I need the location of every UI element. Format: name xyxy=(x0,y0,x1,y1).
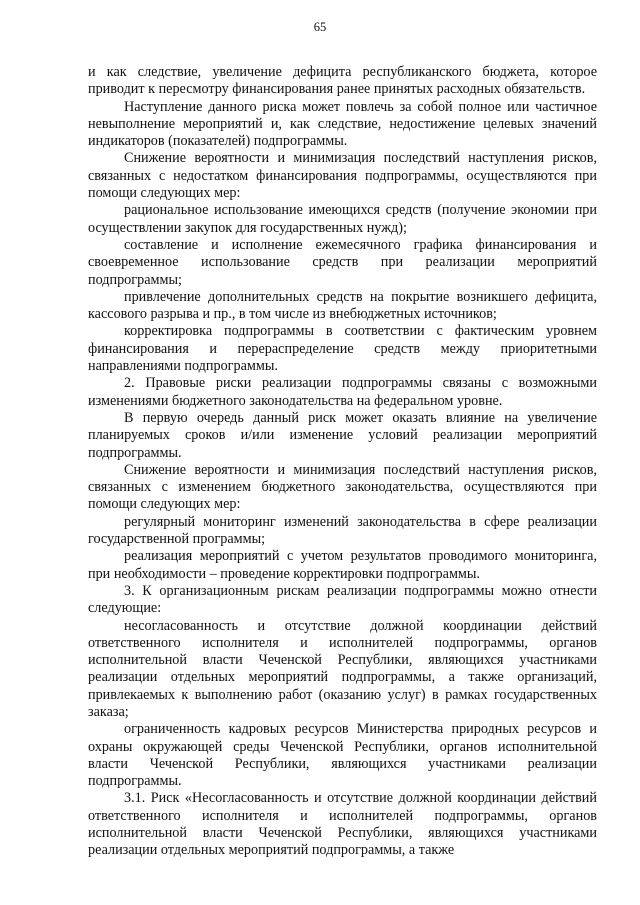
list-item: привлечение дополнительных средств на покрытие возникшего дефицита, кассового разрыва и пр., в том числе из внебюджетных источников; xyxy=(88,288,597,323)
list-item: реализация мероприятий с учетом результатов проводимого мониторинга, при необходимости – проведение корректировки подпрограммы. xyxy=(88,548,597,582)
list-item: несогласованность и отсутствие должной координации действий ответственного исполнителя и исполнителей подпрограммы, органов исполнительной власти Чеченской Республики, являющихся участниками реализации отдельных мероприятий подпрограммы, а также организаций, привлекаемых к выполнению работ (оказанию услуг) в рамках государственных заказа; xyxy=(88,617,597,720)
paragraph: 3. К организационным рискам реализации подпрограммы можно отнести следующие: xyxy=(88,582,597,617)
page-number: 65 xyxy=(313,20,327,34)
paragraph: Снижение вероятности и минимизация последствий наступления рисков, связанных с недостатком финансирования подпрограммы, осуществляются при помощи следующих мер: xyxy=(88,150,597,202)
paragraph: и как следствие, увеличение дефицита республиканского бюджета, которое приводит к пересмотру финансирования ранее принятых расходных обязательств. xyxy=(88,64,597,98)
list-item: корректировка подпрограммы в соответствии с фактическим уровнем финансирования и перераспределение средств между приоритетными направлениями подпрограммы. xyxy=(88,323,597,375)
paragraph: 2. Правовые риски реализации подпрограммы связаны с возможными изменениями бюджетного законодательства на федеральном уровне. xyxy=(88,375,597,409)
paragraph: Наступление данного риска может повлечь за собой полное или частичное невыполнение мероприятий и, как следствие, недостижение целевых значений индикаторов (показателей) подпрограммы. xyxy=(88,98,597,150)
list-item: составление и исполнение ежемесячного графика финансирования и своевременное использование средств при реализации мероприятий подпрограммы; xyxy=(88,236,597,288)
list-item: рациональное использование имеющихся средств (получение экономии при осуществлении закупок для государственных нужд); xyxy=(88,202,597,236)
document-body xyxy=(88,64,597,860)
paragraph: В первую очередь данный риск может оказать влияние на увеличение планируемых сроков и/или изменение условий реализации мероприятий подпрограммы. xyxy=(88,409,597,461)
paragraph: 3.1. Риск «Несогласованность и отсутствие должной координации действий ответственного исполнителя и исполнителей подпрограммы, органов исполнительной власти Чеченской Республики, являющихся участниками реализации отдельных мероприятий подпрограммы, а также xyxy=(88,790,597,859)
paragraph: Снижение вероятности и минимизация последствий наступления рисков, связанных с изменением бюджетного законодательства, осуществляются при помощи следующих мер: xyxy=(88,461,597,513)
list-item: ограниченность кадровых ресурсов Министерства природных ресурсов и охраны окружающей среды Чеченской Республики, органов исполнительной власти Чеченской Республики, являющихся участниками реализации подпрограммы. xyxy=(88,721,597,790)
list-item: регулярный мониторинг изменений законодательства в сфере реализации государственной программы; xyxy=(88,513,597,548)
